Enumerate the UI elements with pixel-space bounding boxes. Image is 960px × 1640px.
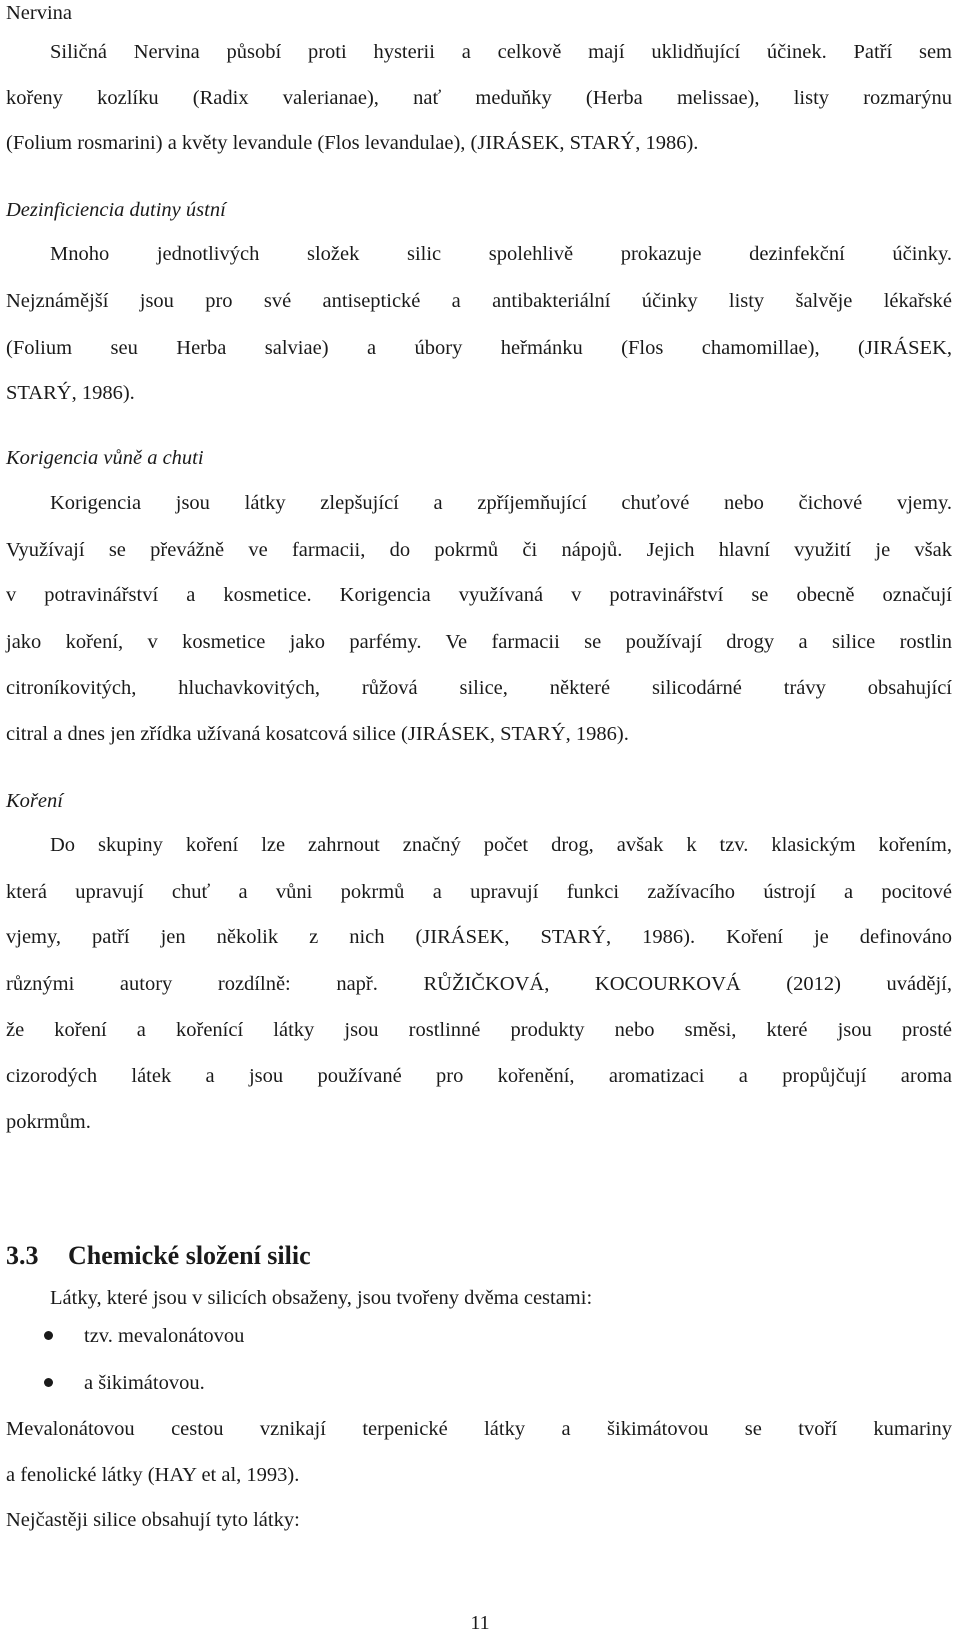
- koreni-heading: Koření: [6, 790, 63, 812]
- korigencia-heading: Korigencia vůně a chuti: [6, 447, 204, 469]
- bullet-dot-icon: [44, 1331, 53, 1340]
- paragraph-line: Mnoho jednotlivých složek silic spolehlivě prokazuje dezinfekční účinky.: [50, 243, 952, 265]
- paragraph-line: kořeny kozlíku (Radix valerianae), nať meduňky (Herba melissae), listy rozmarýnu: [6, 87, 952, 109]
- paragraph-line: Korigencia jsou látky zlepšující a zpříjemňující chuťové nebo čichové vjemy.: [50, 492, 952, 514]
- section-title-text: Chemické složení silic: [68, 1241, 311, 1270]
- paragraph-line: že koření a kořenící látky jsou rostlinné produkty nebo směsi, které jsou prosté: [6, 1019, 952, 1041]
- paragraph-line: (Folium rosmarini) a květy levandule (Flos levandulae), (JIRÁSEK, STARÝ, 1986).: [6, 132, 699, 154]
- paragraph-line: v potravinářství a kosmetice. Korigencia využívaná v potravinářství se obecně označují: [6, 584, 952, 606]
- paragraph-line: vjemy, patří jen několik z nich (JIRÁSEK, STARÝ, 1986). Koření je definováno: [6, 926, 952, 948]
- paragraph-line: cizorodých látek a jsou používané pro kořenění, aromatizaci a propůjčují aroma: [6, 1065, 952, 1087]
- section-number: 3.3: [6, 1241, 39, 1270]
- nervina-heading: Nervina: [6, 2, 73, 24]
- paragraph-line: Nejznámější jsou pro své antiseptické a antibakteriální účinky listy šalvěje lékařské: [6, 290, 952, 312]
- paragraph-line: která upravují chuť a vůni pokrmů a upravují funkci zažívacího ústrojí a pocitové: [6, 881, 952, 903]
- bullet-dot-icon: [44, 1378, 53, 1387]
- paragraph-line: a fenolické látky (HAY et al, 1993).: [6, 1464, 300, 1486]
- section-intro: Látky, které jsou v silicích obsaženy, jsou tvořeny dvěma cestami:: [50, 1287, 593, 1309]
- paragraph-line: STARÝ, 1986).: [6, 382, 135, 404]
- dezinficiencia-heading: Dezinficiencia dutiny ústní: [6, 199, 226, 221]
- paragraph-line: různými autory rozdílně: např. RŮŽIČKOVÁ, KOCOURKOVÁ (2012) uvádějí,: [6, 973, 952, 995]
- paragraph-line: Nejčastěji silice obsahují tyto látky:: [6, 1509, 300, 1531]
- page-number: 11: [470, 1612, 490, 1634]
- paragraph-line: Využívají se převážně ve farmacii, do pokrmů či nápojů. Jejich hlavní využití je však: [6, 539, 952, 561]
- paragraph-line: Do skupiny koření lze zahrnout značný počet drog, avšak k tzv. klasickým kořením,: [50, 834, 952, 856]
- list-item: tzv. mevalonátovou: [84, 1325, 245, 1347]
- list-item: a šikimátovou.: [84, 1372, 205, 1394]
- paragraph-line: Mevalonátovou cestou vznikají terpenické látky a šikimátovou se tvoří kumariny: [6, 1418, 952, 1440]
- paragraph-line: Siličná Nervina působí proti hysterii a celkově mají uklidňující účinek. Patří sem: [50, 41, 952, 63]
- paragraph-line: citral a dnes jen zřídka užívaná kosatcová silice (JIRÁSEK, STARÝ, 1986).: [6, 723, 629, 745]
- section-heading: [6, 1239, 311, 1273]
- paragraph-line: (Folium seu Herba salviae) a úbory heřmánku (Flos chamomillae), (JIRÁSEK,: [6, 337, 952, 359]
- paragraph-line: pokrmům.: [6, 1111, 91, 1133]
- paragraph-line: citroníkovitých, hluchavkovitých, růžová silice, některé silicodárné trávy obsahující: [6, 677, 952, 699]
- paragraph-line: jako koření, v kosmetice jako parfémy. Ve farmacii se používají drogy a silice rostlin: [6, 631, 952, 653]
